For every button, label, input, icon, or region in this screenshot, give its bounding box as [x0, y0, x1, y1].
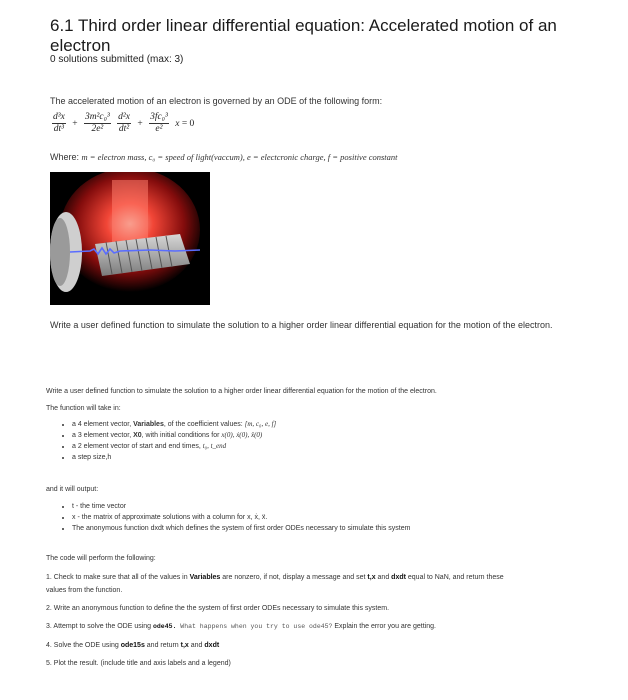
- where-label: Where:: [50, 152, 80, 162]
- illustration-graphic: [50, 172, 210, 305]
- step-3: 3. Attempt to solve the ODE using ode45. What happens when you try to use ode45? Explain the error you are getting.: [46, 623, 436, 630]
- input-list: [58, 419, 276, 463]
- ode-equation: $\frac{\text{d³x}}{\text{dt³}}$ + $\frac{\text{3m²c₀³}}{\text{2e²}}$ $\frac{\text{d²x}}{\text{dt²}}$ + $\frac{\text{3fc₀³}}{\text{e²}}$ x = 0: [53, 112, 195, 134]
- list-item: • The anonymous function dxdt which defines the system of first order ODEs necessary to simulate this system: [72, 523, 410, 534]
- step-2: 2. Write an anonymous function to define the the system of first order ODEs necessary to simulate this system.: [46, 605, 390, 612]
- output-list: [58, 501, 410, 534]
- list-item: • a 4 element vector, Variables, of the coefficient values: [m, c₀, e, f]: [72, 419, 276, 430]
- problem-intro: The accelerated motion of an electron is governed by an ODE of the following form:: [50, 96, 383, 106]
- page-title: 6.1 Third order linear differential equation: Accelerated motion of an electron: [50, 16, 557, 55]
- submission-count: 0 solutions submitted (max: 3): [50, 54, 184, 65]
- step-4: 4. Solve the ODE using ode15s and return t,x and dxdt: [46, 642, 220, 649]
- step-1: 1. Check to make sure that all of the values in Variables are nonzero, if not, display a message and set t,x and dxdt equal to NaN, and return these: [46, 574, 504, 581]
- electron-illustration: [50, 172, 210, 305]
- assignment-sentence: Write a user defined function to simulate the solution to a higher order linear differential equation for the motion of the electron.: [50, 320, 553, 330]
- list-item: • t - the time vector: [72, 501, 410, 512]
- where-text: m = electron mass, c₀ = speed of light(vaccum), e = electcronic charge, f = positive constant: [81, 152, 398, 162]
- list-item: • x - the matrix of approximate solutions with a column for x, ẋ, ẍ.: [72, 512, 410, 523]
- list-item: • a 3 element vector, X0, with initial conditions for x(0), ẋ(0), ẍ(0): [72, 430, 276, 441]
- list-item: • a step size,h: [72, 452, 276, 463]
- output-intro: and it will output:: [46, 486, 99, 493]
- perform-intro: The code will perform the following:: [46, 555, 156, 562]
- task-line-2: The function will take in:: [46, 405, 121, 412]
- step-5: 5. Plot the result. (include title and axis labels and a legend): [46, 660, 231, 667]
- step-1-cont: values from the function.: [46, 587, 123, 594]
- list-item: • a 2 element vector of start and end times, t₀, t_end: [72, 441, 276, 452]
- variable-definitions: [50, 152, 398, 162]
- task-line-1: Write a user defined function to simulate the solution to a higher order linear differential equation for the motion of the electron.: [46, 388, 437, 395]
